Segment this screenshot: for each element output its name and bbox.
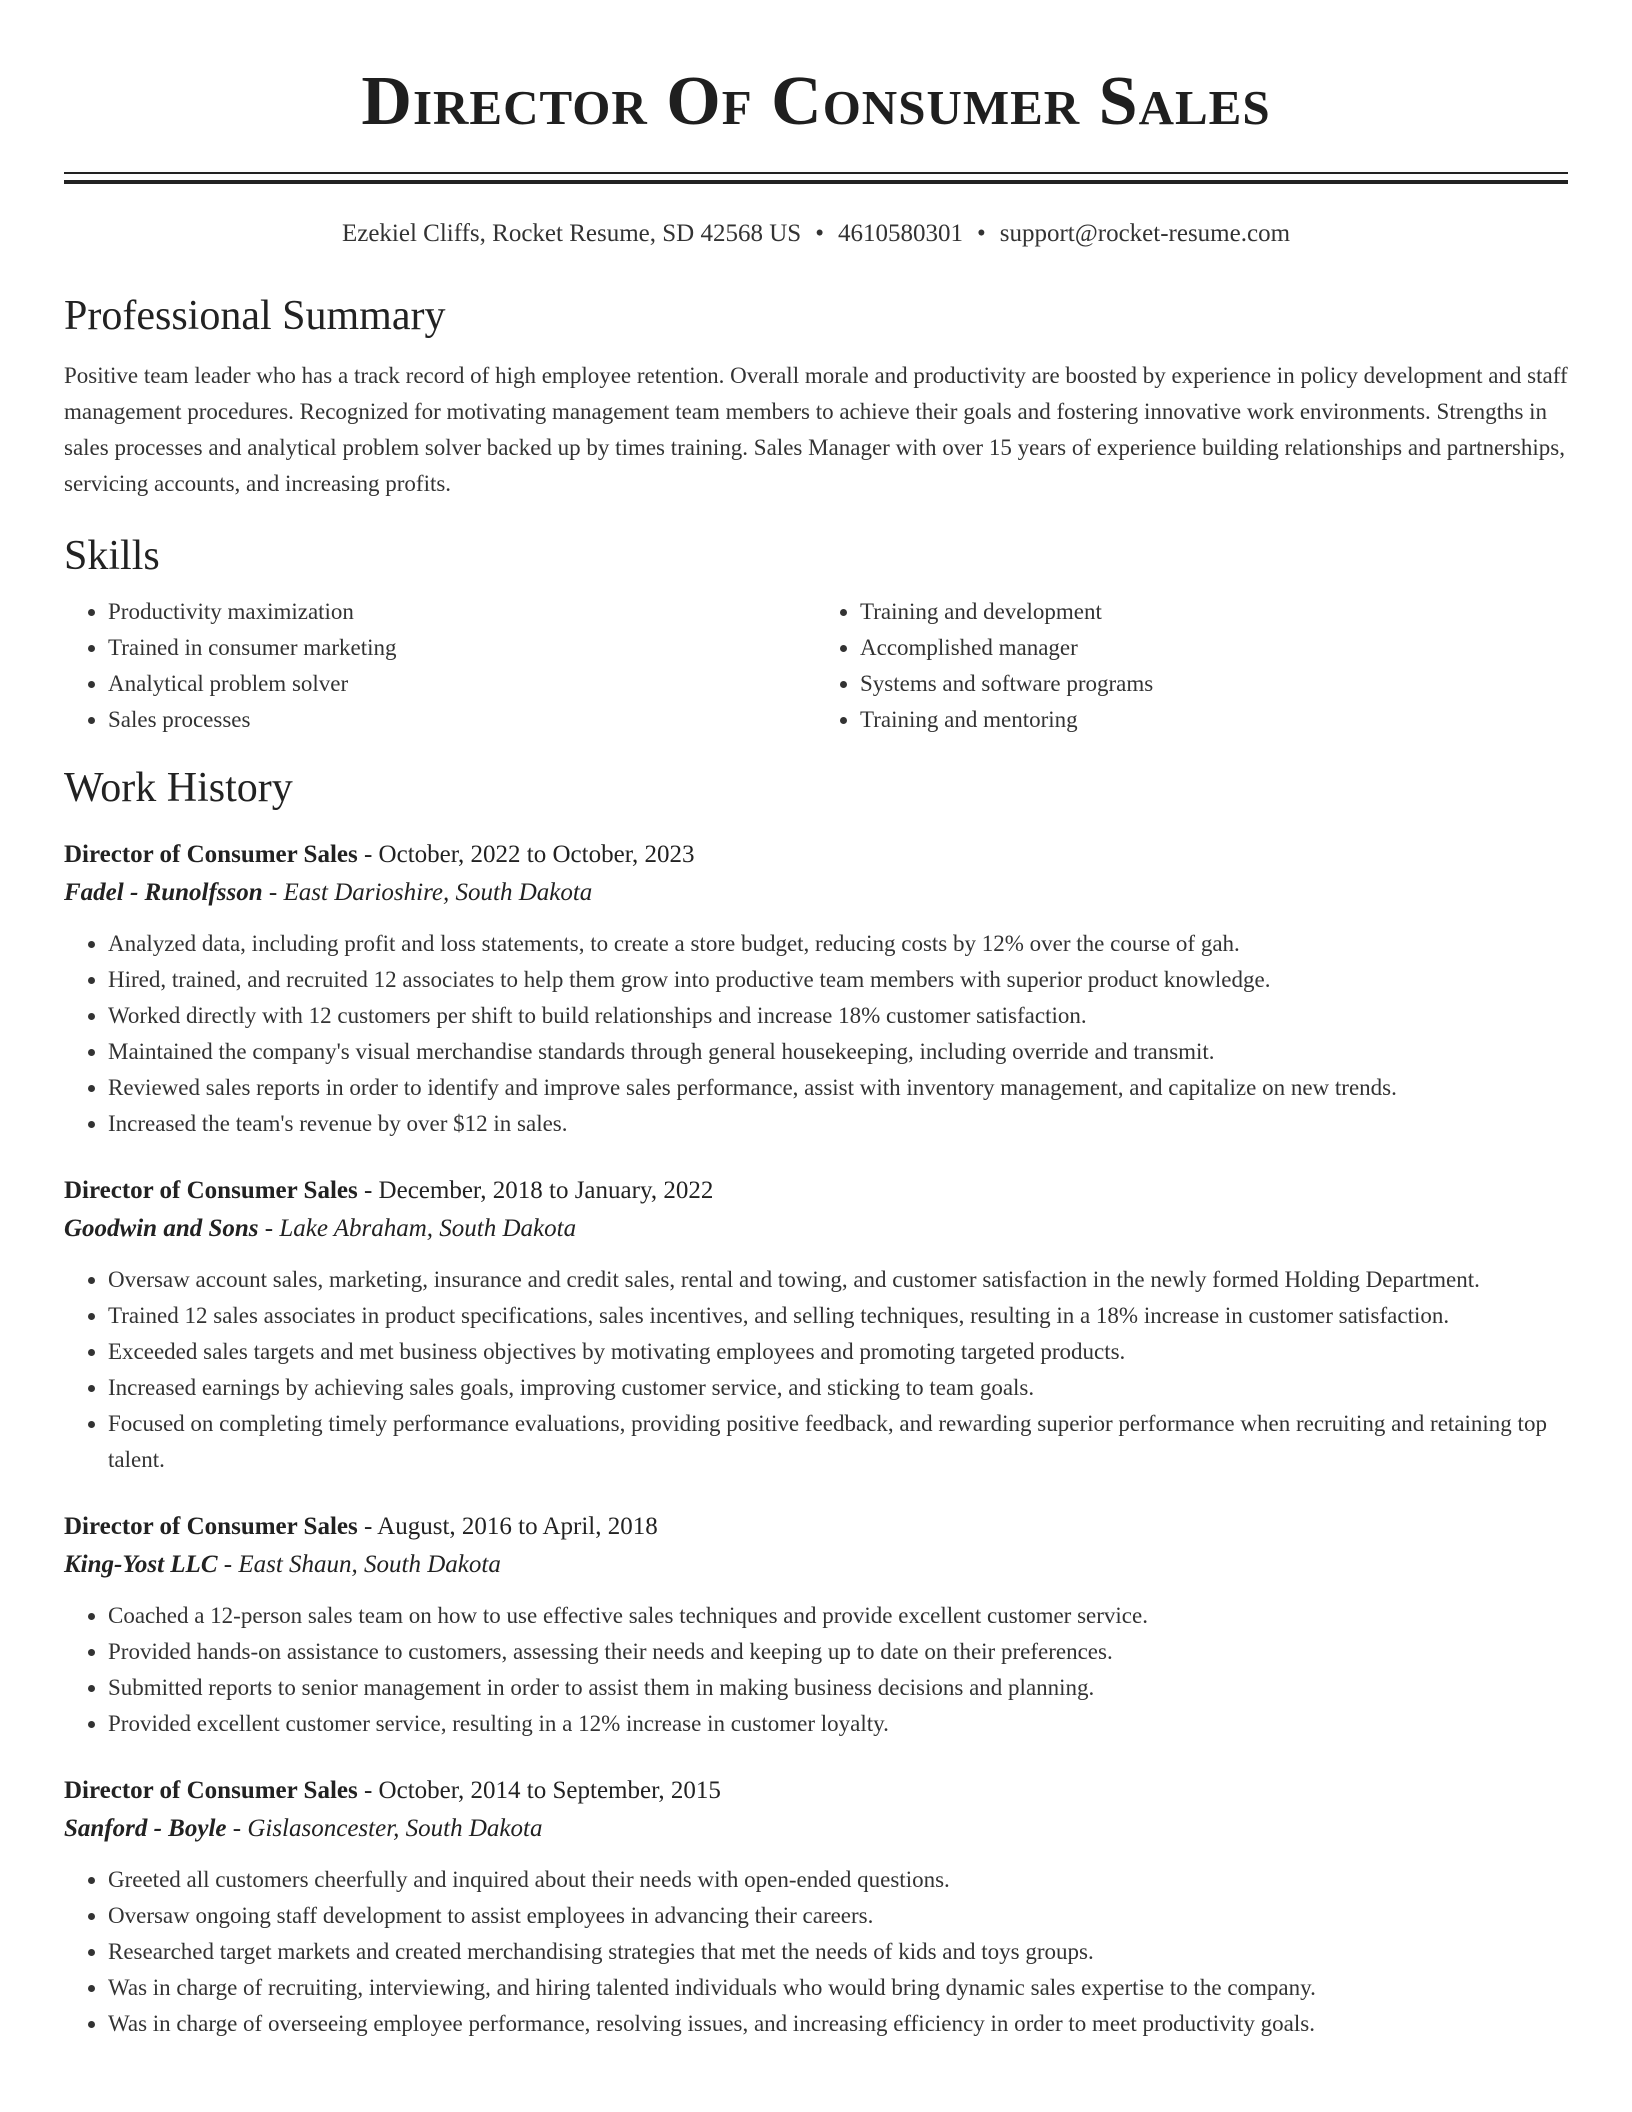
job-bullet: • Exceeded sales targets and met business objectives by motivating employees and promoting targeted products.	[108, 1334, 1568, 1370]
job-bullet: • Reviewed sales reports in order to identify and improve sales performance, assist with inventory management, and capitalize on new trends.	[108, 1070, 1568, 1106]
job-bullet: • Submitted reports to senior management in order to assist them in making business decisions and planning.	[108, 1670, 1568, 1706]
job-entry	[64, 1508, 1568, 1742]
job-header	[64, 836, 1568, 874]
skills-list-right	[816, 594, 1568, 738]
skill-item: • Analytical problem solver	[108, 666, 816, 702]
job-bullet: • Analyzed data, including profit and loss statements, to create a store budget, reducing costs by 12% over the course of gah.	[108, 926, 1568, 962]
job-bullet: • Coached a 12-person sales team on how to use effective sales techniques and provide excellent customer service.	[108, 1598, 1568, 1634]
skill-item: • Accomplished manager	[860, 630, 1568, 666]
skill-item: • Sales processes	[108, 702, 816, 738]
job-bullet: • Was in charge of overseeing employee performance, resolving issues, and increasing efficiency in order to meet productivity goals.	[108, 2006, 1568, 2042]
summary-heading: Professional Summary	[64, 293, 446, 339]
job-bullet: • Provided excellent customer service, resulting in a 12% increase in customer loyalty.	[108, 1706, 1568, 1742]
skill-item: • Training and mentoring	[860, 702, 1568, 738]
contact-separator: •	[815, 220, 824, 247]
skill-item: • Trained in consumer marketing	[108, 630, 816, 666]
skill-item: • Productivity maximization	[108, 594, 816, 630]
job-header	[64, 1772, 1568, 1810]
job-company: Sanford - Boyle	[64, 1815, 227, 1842]
job-bullet: • Was in charge of recruiting, interviewing, and hiring talented individuals who would bring dynamic sales expertise to the company.	[108, 1970, 1568, 2006]
job-company-line	[64, 1546, 1568, 1584]
job-title: Director of Consumer Sales	[64, 841, 358, 868]
work-history-heading: Work History	[64, 765, 293, 811]
resume-title: Director Of Consumer Sales	[361, 63, 1271, 140]
job-location: - Gislasoncester, South Dakota	[226, 1815, 543, 1842]
skills-columns	[64, 594, 1568, 738]
contact-phone: 4610580301	[837, 220, 963, 247]
job-bullets	[64, 926, 1568, 1142]
job-bullet: • Oversaw account sales, marketing, insurance and credit sales, rental and towing, and customer satisfaction in the newly formed Holding Department.	[108, 1262, 1568, 1298]
job-location: - East Shaun, South Dakota	[217, 1551, 501, 1578]
job-bullet: • Hired, trained, and recruited 12 associates to help them grow into productive team members with superior product knowledge.	[108, 962, 1568, 998]
job-company: Goodwin and Sons	[64, 1215, 259, 1242]
job-company: Fadel - Runolfsson	[64, 879, 263, 906]
job-company-line	[64, 1210, 1568, 1248]
job-header	[64, 1172, 1568, 1210]
job-company-line	[64, 874, 1568, 912]
job-title: Director of Consumer Sales	[64, 1777, 358, 1804]
job-bullets	[64, 1262, 1568, 1478]
summary-text: Positive team leader who has a track record of high employee retention. Overall morale and productivity are boosted by experience in policy development and staff management procedures. Recognized for motivating management team members to achieve their goals and fostering innovative work environments. Strengths in sales processes and analytical problem solver backed up by times training. Sales Manager with over 15 years of experience building relationships and partnerships, servicing accounts, and increasing profits.	[64, 363, 1568, 496]
job-bullet: • Increased the team's revenue by over $12 in sales.	[108, 1106, 1568, 1142]
job-dates: - December, 2018 to January, 2022	[357, 1177, 714, 1204]
skill-item: • Training and development	[860, 594, 1568, 630]
skill-item: • Systems and software programs	[860, 666, 1568, 702]
job-bullet: • Researched target markets and created merchandising strategies that met the needs of kids and toys groups.	[108, 1934, 1568, 1970]
skills-heading: Skills	[64, 533, 160, 579]
contact-line	[64, 218, 1568, 250]
job-bullets	[64, 1598, 1568, 1742]
job-header	[64, 1508, 1568, 1546]
job-entry	[64, 836, 1568, 1142]
job-company-line	[64, 1810, 1568, 1848]
job-dates: - October, 2022 to October, 2023	[357, 841, 695, 868]
work-history-section	[64, 762, 1568, 2042]
job-title: Director of Consumer Sales	[64, 1513, 358, 1540]
job-dates: - August, 2016 to April, 2018	[357, 1513, 658, 1540]
contact-separator: •	[976, 220, 986, 247]
contact-address: Ezekiel Cliffs, Rocket Resume, SD 42568 US	[341, 220, 802, 247]
job-bullet: • Focused on completing timely performance evaluations, providing positive feedback, and rewarding superior performance when recruiting and retaining top talent.	[108, 1406, 1568, 1478]
job-entry	[64, 1172, 1568, 1478]
contact-email: support@rocket-resume.com	[999, 220, 1291, 247]
job-bullet: • Greeted all customers cheerfully and inquired about their needs with open-ended questions.	[108, 1862, 1568, 1898]
job-bullet: • Increased earnings by achieving sales goals, improving customer service, and sticking to team goals.	[108, 1370, 1568, 1406]
summary-section	[64, 290, 1568, 502]
job-bullet: • Trained 12 sales associates in product specifications, sales incentives, and selling techniques, resulting in a 18% increase in customer satisfaction.	[108, 1298, 1568, 1334]
title-divider	[64, 172, 1568, 184]
job-location: - Lake Abraham, South Dakota	[258, 1215, 577, 1242]
job-entry	[64, 1772, 1568, 2042]
job-title: Director of Consumer Sales	[64, 1177, 358, 1204]
job-bullet: • Provided hands-on assistance to customers, assessing their needs and keeping up to date on their preferences.	[108, 1634, 1568, 1670]
job-bullet: • Worked directly with 12 customers per shift to build relationships and increase 18% customer satisfaction.	[108, 998, 1568, 1034]
job-bullet: • Oversaw ongoing staff development to assist employees in advancing their careers.	[108, 1898, 1568, 1934]
job-company: King-Yost LLC	[64, 1551, 218, 1578]
job-bullets	[64, 1862, 1568, 2042]
skills-list-left	[64, 594, 816, 738]
skills-section	[64, 530, 1568, 738]
job-location: - East Darioshire, South Dakota	[262, 879, 593, 906]
job-bullet: • Maintained the company's visual merchandise standards through general housekeeping, including override and transmit.	[108, 1034, 1568, 1070]
job-dates: - October, 2014 to September, 2015	[357, 1777, 721, 1804]
